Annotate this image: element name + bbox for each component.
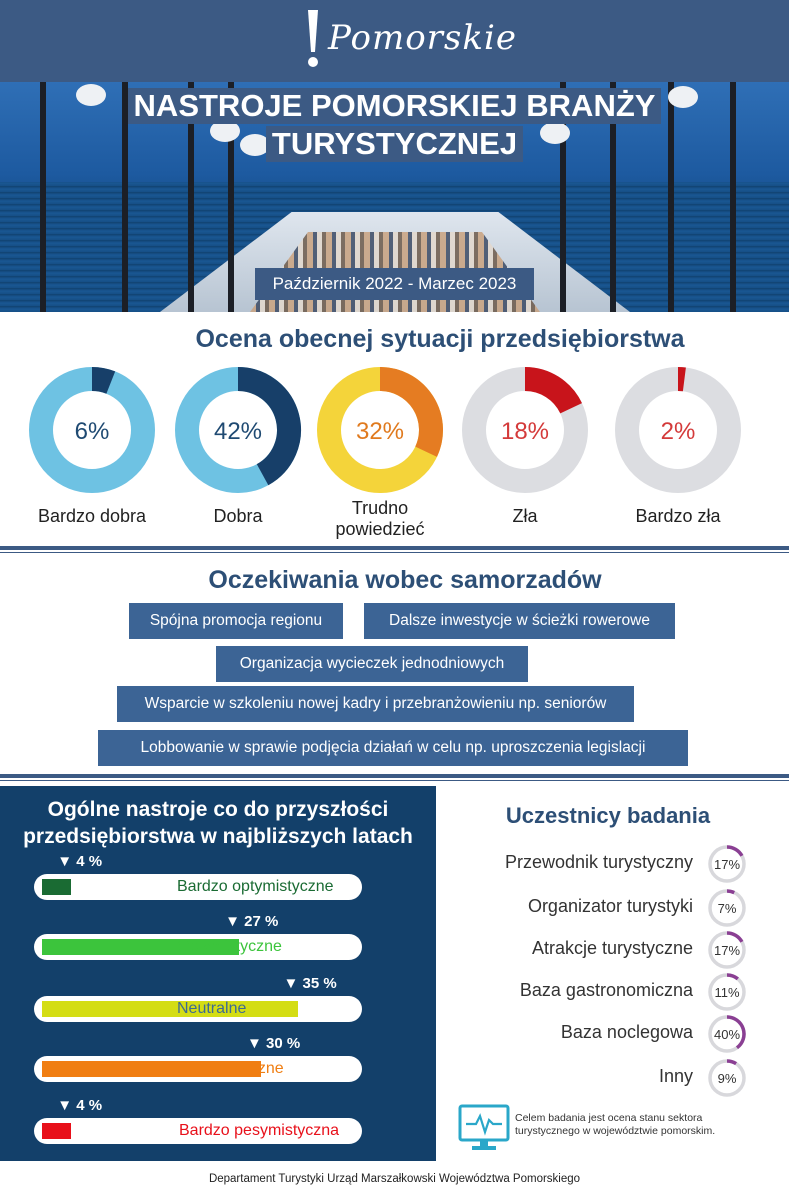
expectations-title: Oczekiwania wobec samorzadów bbox=[208, 566, 602, 594]
period-badge: Październik 2022 - Marzec 2023 bbox=[255, 268, 534, 300]
mood-bar bbox=[42, 879, 71, 895]
mood-title-line1: Ogólne nastroje co do przyszłości bbox=[47, 798, 389, 821]
monitor-pulse-icon bbox=[458, 1104, 510, 1152]
situation-title: Ocena obecnej sytuacji przedsiębiorstwa bbox=[195, 325, 685, 353]
divider bbox=[0, 780, 789, 781]
donut-category-label: Zła bbox=[512, 506, 538, 526]
mood-category-label: Bardzo optymistyczne bbox=[177, 878, 334, 895]
mood-value-label: ▼ 30 % bbox=[247, 1035, 301, 1052]
donut-5 bbox=[614, 366, 742, 494]
divider bbox=[0, 546, 789, 550]
mood-title-line2: przedsiębiorstwa w najbliższych latach bbox=[23, 825, 413, 848]
donut-slice bbox=[92, 379, 111, 383]
participant-value-label: 11% bbox=[714, 985, 740, 1000]
expectation-tag: Organizacja wycieczek jednodniowych bbox=[216, 646, 528, 682]
donut-value-label: 6% bbox=[74, 418, 110, 445]
expectation-tag: Lobbowanie w sprawie podjęcia działań w celu np. uproszczenia legislacji bbox=[98, 730, 688, 766]
mood-value-label: ▼ 4 % bbox=[57, 853, 103, 870]
hero-title bbox=[0, 88, 789, 164]
participant-ring bbox=[707, 1014, 747, 1054]
hero-title-line1: NASTROJE POMORSKIEJ BRANŻY bbox=[128, 88, 662, 124]
footer: Departament Turystyki Urząd Marszałkowski Województwa Pomorskiego bbox=[208, 1173, 581, 1185]
hero-title-line2: TURYSTYCZNEJ bbox=[266, 126, 523, 162]
participant-value-label: 17% bbox=[713, 857, 741, 872]
expectation-tag: Wsparcie w szkoleniu nowej kadry i przebranżowieniu np. seniorów bbox=[117, 686, 634, 722]
mood-bar-track bbox=[34, 874, 362, 900]
participant-label: Przewodnik turystyczny bbox=[504, 852, 693, 872]
mood-bar bbox=[42, 1001, 298, 1017]
donut-2 bbox=[174, 366, 302, 494]
donut-4 bbox=[461, 366, 589, 494]
participant-label: Baza gastronomiczna bbox=[519, 980, 693, 1000]
participant-ring bbox=[707, 888, 747, 928]
mood-category-label: Optymistyczne bbox=[177, 938, 282, 955]
participant-ring bbox=[707, 1058, 747, 1098]
participant-label: Organizator turystyki bbox=[527, 896, 693, 916]
donut-1 bbox=[28, 366, 156, 494]
mood-bar-track bbox=[34, 1118, 362, 1144]
donut-category-label: Trudno powiedzieć bbox=[335, 498, 425, 539]
participant-ring-arc bbox=[727, 891, 734, 893]
mood-category-label: Neutralne bbox=[177, 1000, 247, 1017]
mood-bar-track bbox=[34, 996, 362, 1022]
mood-value-label: ▼ 4 % bbox=[57, 1097, 103, 1114]
participant-ring bbox=[707, 972, 747, 1012]
divider bbox=[0, 774, 789, 778]
participant-value-label: 7% bbox=[717, 901, 737, 916]
donut-category-label: Dobra bbox=[213, 506, 263, 526]
donut-value-label: 18% bbox=[500, 418, 550, 445]
participant-label: Atrakcje turystyczne bbox=[531, 938, 693, 958]
mood-bar-track bbox=[34, 1056, 362, 1082]
donut-category-label: Bardzo zła bbox=[635, 506, 721, 526]
mood-title bbox=[0, 796, 436, 850]
participant-ring bbox=[707, 930, 747, 970]
mood-category-label: Pesymistyczne bbox=[177, 1060, 284, 1077]
donut-category-label: Bardzo dobra bbox=[37, 506, 147, 526]
donut-value-label: 42% bbox=[213, 418, 263, 445]
participant-label: Baza noclegowa bbox=[560, 1022, 693, 1042]
donut-3 bbox=[316, 366, 444, 494]
participant-value-label: 17% bbox=[713, 943, 741, 958]
mood-value-label: ▼ 27 % bbox=[225, 913, 279, 930]
donut-slice bbox=[525, 379, 571, 408]
expectation-tag: Dalsze inwestycje w ścieżki rowerowe bbox=[364, 603, 675, 639]
donut-value-label: 32% bbox=[355, 418, 405, 445]
participant-value-label: 40% bbox=[713, 1027, 741, 1042]
participant-value-label: 9% bbox=[717, 1071, 737, 1086]
mood-bar-track bbox=[34, 934, 362, 960]
study-note: Celem badania jest ocena stanu sektora turystycznego w województwie pomorskim. bbox=[515, 1112, 716, 1137]
logo-text: Pomorskie bbox=[328, 18, 517, 58]
mood-bar bbox=[42, 1123, 71, 1139]
mood-value-label: ▼ 35 % bbox=[283, 975, 337, 992]
divider bbox=[0, 552, 789, 553]
expectation-tag: Spójna promocja regionu bbox=[129, 603, 343, 639]
header-bar bbox=[0, 0, 789, 82]
participant-ring bbox=[707, 844, 747, 884]
mood-category-label: Bardzo pesymistyczna bbox=[179, 1122, 340, 1139]
donut-value-label: 2% bbox=[660, 418, 696, 445]
mood-panel bbox=[0, 786, 436, 1161]
participant-label: Inny bbox=[658, 1066, 693, 1086]
participants-title: Uczestnicy badania bbox=[505, 803, 711, 828]
